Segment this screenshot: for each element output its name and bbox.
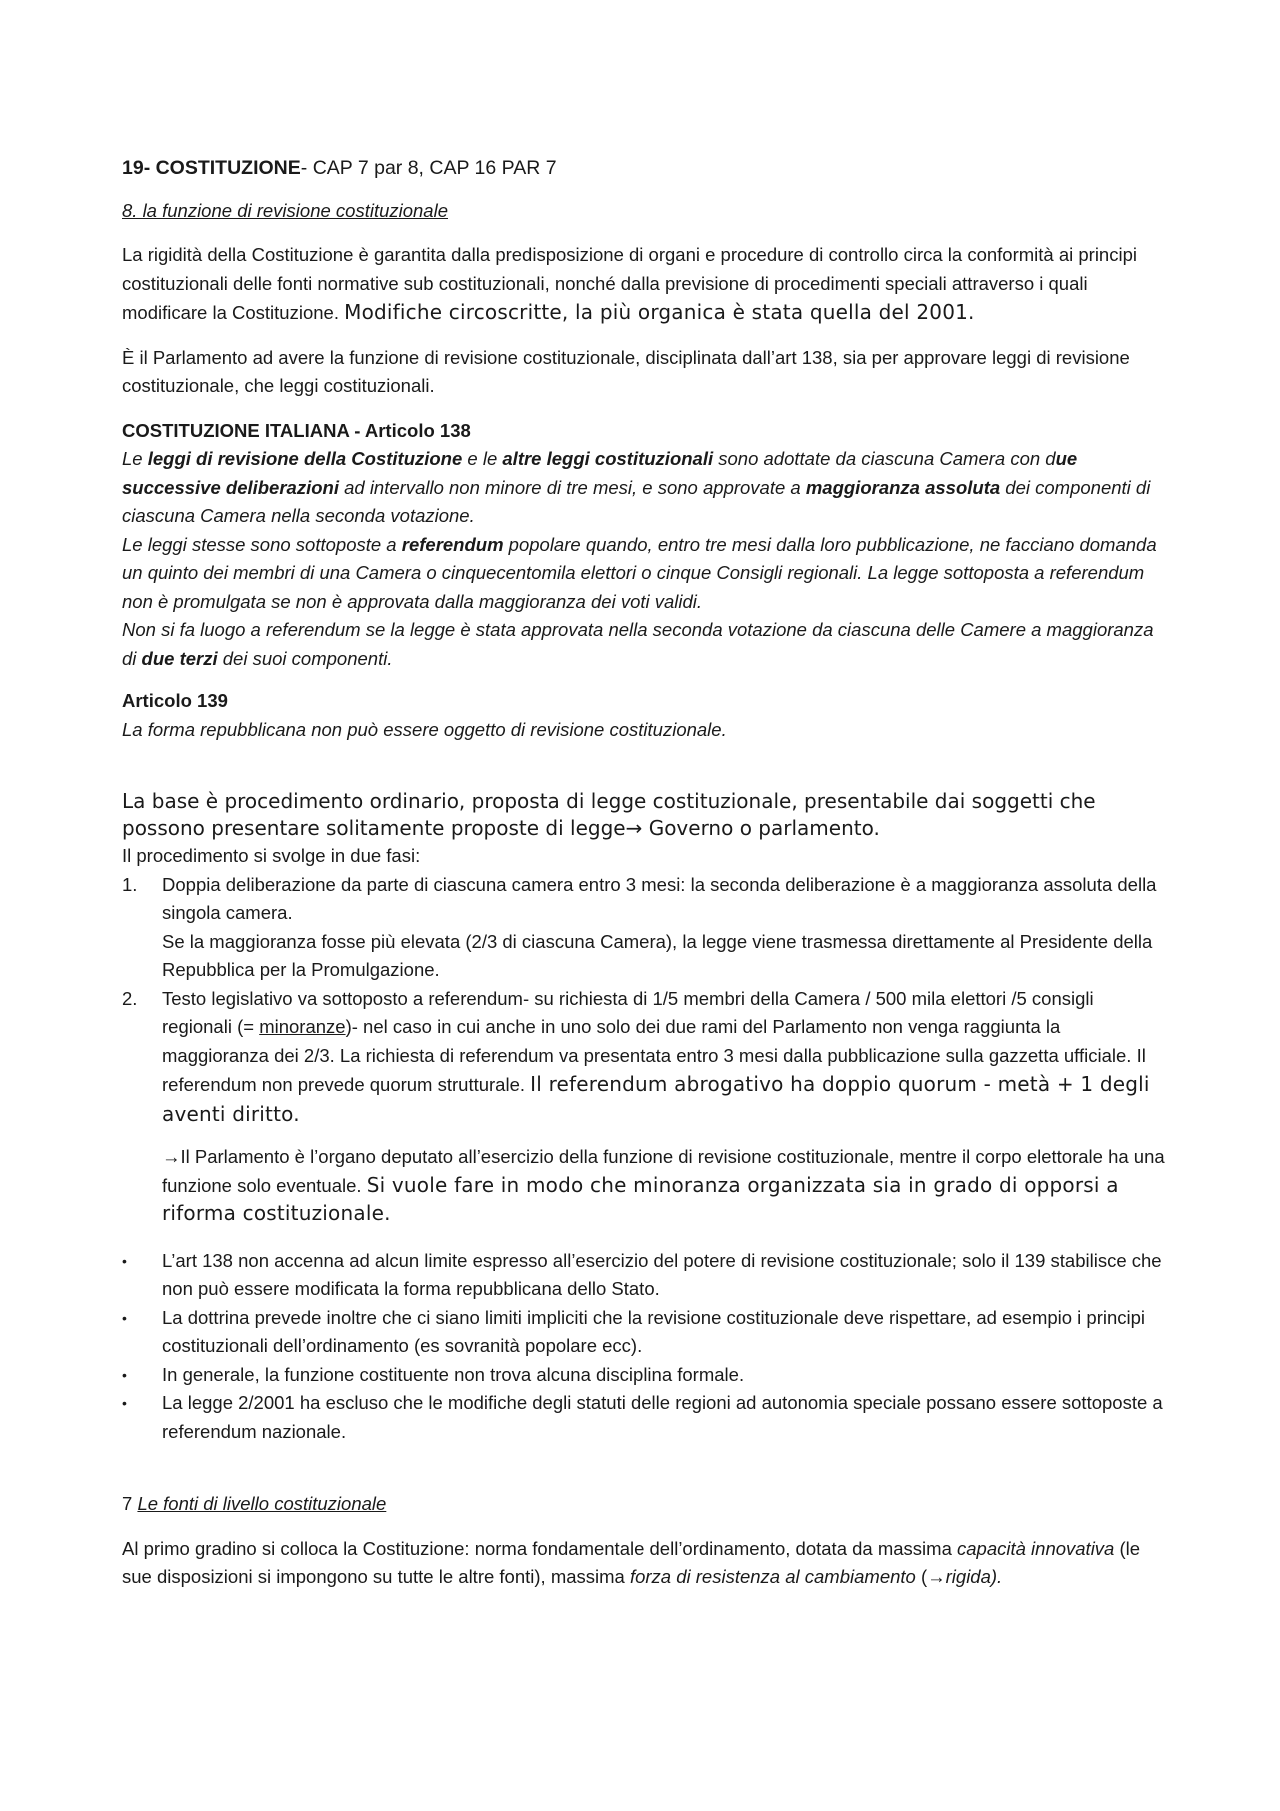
section-8-paragraph-2: È il Parlamento ad avere la funzione di revisione costituzionale, disciplinata dall’art 138, sia per approvare leggi di revisione costituzionale, che leggi costituzionali. xyxy=(122,346,1130,396)
step-number: 1. xyxy=(122,873,138,895)
article-text: Le leggi stesse sono sottoposte a xyxy=(122,533,402,555)
procedure-steps xyxy=(122,871,1168,1130)
article-139-text: La forma repubblicana non può essere oggetto di revisione costituzionale. xyxy=(122,718,727,740)
article-text: Non si fa luogo a referendum se la legge è stata approvata nella seconda votazione da ciascuna delle Camere a maggioranza di xyxy=(122,619,1154,669)
bullet-text: La legge 2/2001 ha escluso che le modifiche degli statuti delle regioni ad autonomia speciale possano essere sottoposte a referendum nazionale. xyxy=(162,1392,1163,1442)
article-138 xyxy=(122,417,1168,674)
step-text-secondary: Se la maggioranza fosse più elevata (2/3 di ciascuna Camera), la legge viene trasmessa direttamente al Presidente della Repubblica per la Promulgazione. xyxy=(162,930,1153,980)
article-bold-text: due terzi xyxy=(141,647,218,669)
step-text: Doppia deliberazione da parte di ciascuna camera entro 3 mesi: la seconda deliberazione è a maggioranza assoluta della singola camera. xyxy=(162,873,1157,923)
step-text xyxy=(162,985,1168,1130)
step-number: 2. xyxy=(122,987,138,1009)
italic-term: →rigida). xyxy=(927,1566,1003,1587)
note-text: →Il Parlamento è l’organo deputato all’esercizio della funzione di revisione costituzionale, mentre il corpo elettorale ha una funzione solo eventuale. xyxy=(162,1146,1165,1196)
article-text: Le xyxy=(122,448,148,469)
paragraph-text: ( xyxy=(915,1566,928,1587)
list-item xyxy=(122,1389,1168,1446)
article-bold-text: ue successive deliberazioni xyxy=(122,448,1078,498)
underlined-term: minoranze xyxy=(259,1016,346,1037)
section-7-paragraph xyxy=(122,1535,1168,1592)
bullet-icon: • xyxy=(122,1395,127,1411)
article-text: sono adottate da ciascuna Camera con d xyxy=(713,448,1056,469)
section-number: 7 xyxy=(122,1493,133,1514)
article-text: ad intervallo non minore di tre mesi, e sono approvate a xyxy=(338,476,806,498)
article-bold-text: leggi di revisione della Costituzione xyxy=(147,448,463,469)
paragraph-large-text: Modifiche circoscritte, la più organica è stata quella del 2001. xyxy=(344,300,975,324)
bullet-icon: • xyxy=(122,1366,127,1383)
document-content xyxy=(122,154,1168,1592)
bullet-icon: • xyxy=(122,1252,127,1269)
paragraph-text: Al primo gradino si colloca la Costituzione: norma fondamentale dell’ordinamento, dotata da massima xyxy=(122,1537,957,1559)
italic-term: capacità innovativa xyxy=(957,1537,1115,1559)
article-138-heading: COSTITUZIONE ITALIANA - Articolo 138 xyxy=(122,419,471,441)
paragraph-text: (le sue disposizioni si impongono su tutte le altre fonti), massima xyxy=(122,1537,1141,1587)
limits-bullet-list xyxy=(122,1247,1168,1447)
bullet-text: La dottrina prevede inoltre che ci siano limiti impliciti che la revisione costituzionale deve rispettare, ad esempio i principi costituzionali dell’ordinamento (es sovranità popolare ecc). xyxy=(162,1306,1146,1356)
bullet-text: In generale, la funzione costituente non trova alcuna disciplina formale. xyxy=(162,1363,745,1385)
step-large-text: Il referendum abrogativo ha doppio quorum - metà + 1 degli aventi diritto. xyxy=(162,1072,1150,1126)
title-bold: 19- COSTITUZIONE xyxy=(122,157,301,179)
list-item xyxy=(122,1304,1168,1361)
list-item xyxy=(122,985,1168,1130)
article-text: e le xyxy=(462,448,503,469)
list-item xyxy=(122,1247,1168,1304)
article-139 xyxy=(122,687,1168,744)
article-139-heading: Articolo 139 xyxy=(122,690,228,711)
title-rest: - CAP 7 par 8, CAP 16 PAR 7 xyxy=(300,157,557,179)
step-text-part: Testo legislativo va sottoposto a referendum- su richiesta di 1/5 membri della Camera / 500 mila elettori /5 consigli regionali (= xyxy=(162,987,1094,1037)
bullet-icon: • xyxy=(122,1309,127,1326)
article-text: dei suoi componenti. xyxy=(217,647,393,669)
procedure-note xyxy=(122,1143,1168,1229)
paragraph-text: La rigidità della Costituzione è garantita dalla predisposizione di organi e procedure di controllo circa la conformità ai principi costituzionali delle fonti normative sub costituzionali, nonché dalla previsione di procedimenti speciali attraverso i quali modificare la Costituzione. xyxy=(122,244,1137,323)
article-138-comma-2 xyxy=(122,531,1168,617)
italic-term: forza di resistenza al cambiamento xyxy=(629,1566,916,1587)
article-bold-text: referendum xyxy=(401,533,504,555)
page-title xyxy=(122,154,1168,183)
list-item xyxy=(122,1361,1168,1390)
article-138-comma-3 xyxy=(122,616,1168,673)
section-7-heading xyxy=(122,1490,1168,1519)
procedure-intro: Il procedimento si svolge in due fasi: xyxy=(122,845,421,866)
article-text: dei componenti di ciascuna Camera nella seconda votazione. xyxy=(122,476,1151,526)
section-8-paragraph-1 xyxy=(122,241,1168,328)
list-item xyxy=(122,871,1168,985)
note-large-text: Si vuole fare in modo che minoranza organizzata sia in grado di opporsi a riforma costituzionale. xyxy=(162,1172,1119,1225)
section-title: Le fonti di livello costituzionale xyxy=(137,1493,387,1514)
article-bold-text: maggioranza assoluta xyxy=(805,476,1001,498)
procedure-intro-large: La base è procedimento ordinario, proposta di legge costituzionale, presentabile dai soggetti che possono presentare solitamente proposte di legge→ Governo o parlamento. xyxy=(122,789,1096,840)
article-text: popolare quando, entro tre mesi dalla loro pubblicazione, ne facciano domanda un quinto dei membri di una Camera o cinquecentomila elettori o cinque Consigli regionali. La legge sottoposta a referendum non è promulgata se non è approvata dalla maggioranza dei voti validi. xyxy=(122,533,1157,612)
bullet-text: L’art 138 non accenna ad alcun limite espresso all’esercizio del potere di revisione costituzionale; solo il 139 stabilisce che non può essere modificata la forma repubblicana dello Stato. xyxy=(162,1249,1162,1299)
article-138-comma-1 xyxy=(122,445,1168,531)
article-bold-text: altre leggi costituzionali xyxy=(502,448,714,469)
step-text-part: )- nel caso in cui anche in uno solo dei due rami del Parlamento non venga raggiunta la maggioranza dei 2/3. La richiesta di referendum va presentata entro 3 mesi dalla pubblicazione sulla gazzetta ufficiale. Il referendum non prevede quorum strutturale. xyxy=(162,1016,1146,1095)
section-8-heading: 8. la funzione di revisione costituzionale xyxy=(122,199,448,221)
